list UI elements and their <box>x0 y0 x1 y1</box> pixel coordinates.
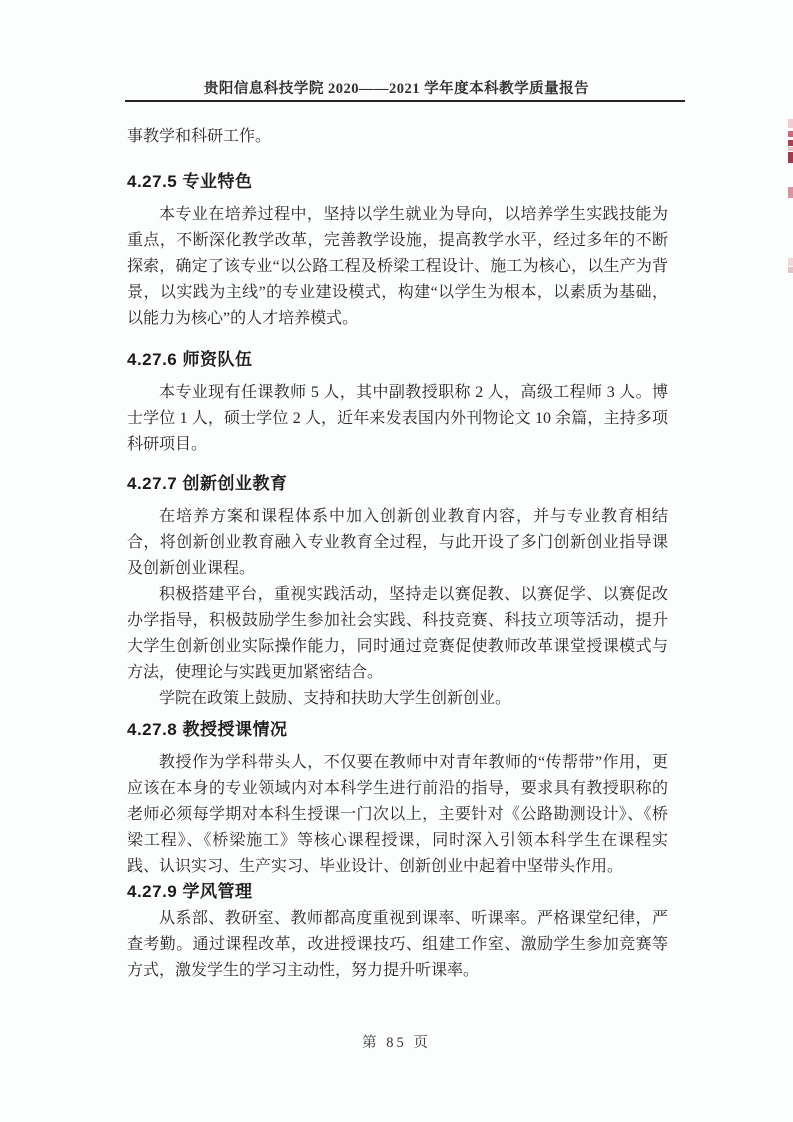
section-heading: 4.27.9 学风管理 <box>127 882 253 901</box>
section-4-27-8 <box>127 718 668 880</box>
red-scan-mark <box>788 147 793 151</box>
page-number: 第 85 页 <box>362 1035 431 1051</box>
section-heading: 4.27.8 教授授课情况 <box>127 720 288 739</box>
red-scan-mark <box>788 258 793 266</box>
red-scan-mark <box>788 152 793 163</box>
paragraph: 教授作为学科带头人，不仅要在教师中对青年教师的“传帮带”作用，更应该在本身的专业领域内对本科学生进行前沿的指导，要求具有教授职称的老师必须每学期对本科生授课一门次以上，主要针对《公路勘测设计》、《桥梁工程》、《桥梁施工》等核心课程授课，同时深入引领本科学生在课程实践、认识实习、生产实习、毕业设计、创新创业中起着中坚带头作用。 <box>127 754 668 875</box>
section-4-27-5 <box>127 170 668 332</box>
paragraph: 从系部、教研室、教师都高度重视到课率、听课率。严格课堂纪律，严查考勤。通过课程改革，改进授课技巧、组建工作室、激励学生参加竞赛等方式，激发学生的学习主动性，努力提升听课率。 <box>127 910 668 979</box>
red-scan-mark <box>788 140 793 146</box>
paragraph: 本专业现有任课教师 5 人，其中副教授职称 2 人，高级工程师 3 人。博士学位 1 人，硕士学位 2 人，近年来发表国内外刊物论文 10 余篇，主持多项科研项目。 <box>127 384 668 453</box>
paragraph: 本专业在培养过程中，坚持以学生就业为导向，以培养学生实践技能为重点，不断深化教学改革，完善教学设施，提高教学水平，经过多年的不断探索，确定了该专业“以公路工程及桥梁工程设计、施工为核心，以生产为背景，以实践为主线”的专业建设模式，构建“以学生为根本，以素质为基础，以能力为核心”的人才培养模式。 <box>127 206 668 327</box>
page-content <box>127 124 668 984</box>
section-4-27-9 <box>127 880 668 984</box>
section-heading: 4.27.7 创新创业教育 <box>127 474 288 493</box>
red-scan-mark <box>788 267 793 273</box>
paragraph: 在培养方案和课程体系中加入创新创业教育内容，并与专业教育相结合，将创新创业教育融入专业教育全过程，与此开设了多门创新创业指导课及创新创业课程。 <box>127 508 668 577</box>
section-heading: 4.27.6 师资队伍 <box>127 350 253 369</box>
red-scan-mark <box>788 119 793 128</box>
section-4-27-6 <box>127 348 668 458</box>
paragraph-continuation: 事教学和科研工作。 <box>127 128 272 145</box>
paragraph: 学院在政策上鼓励、支持和扶助大学生创新创业。 <box>159 690 512 707</box>
red-scan-mark <box>788 131 793 137</box>
section-heading: 4.27.5 专业特色 <box>127 172 253 191</box>
running-header-title: 贵阳信息科技学院 2020——2021 学年度本科教学质量报告 <box>203 81 590 97</box>
header-rule <box>125 100 685 102</box>
paragraph: 积极搭建平台，重视实践活动，坚持走以赛促教、以赛促学、以赛促改办学指导，积极鼓励学生参加社会实践、科技竞赛、科技立项等活动，提升大学生创新创业实际操作能力，同时通过竞赛促使教师改革课堂授课模式与方法，使理论与实践更加紧密结合。 <box>127 586 668 681</box>
section-4-27-7 <box>127 472 668 712</box>
red-scan-mark <box>788 187 793 198</box>
